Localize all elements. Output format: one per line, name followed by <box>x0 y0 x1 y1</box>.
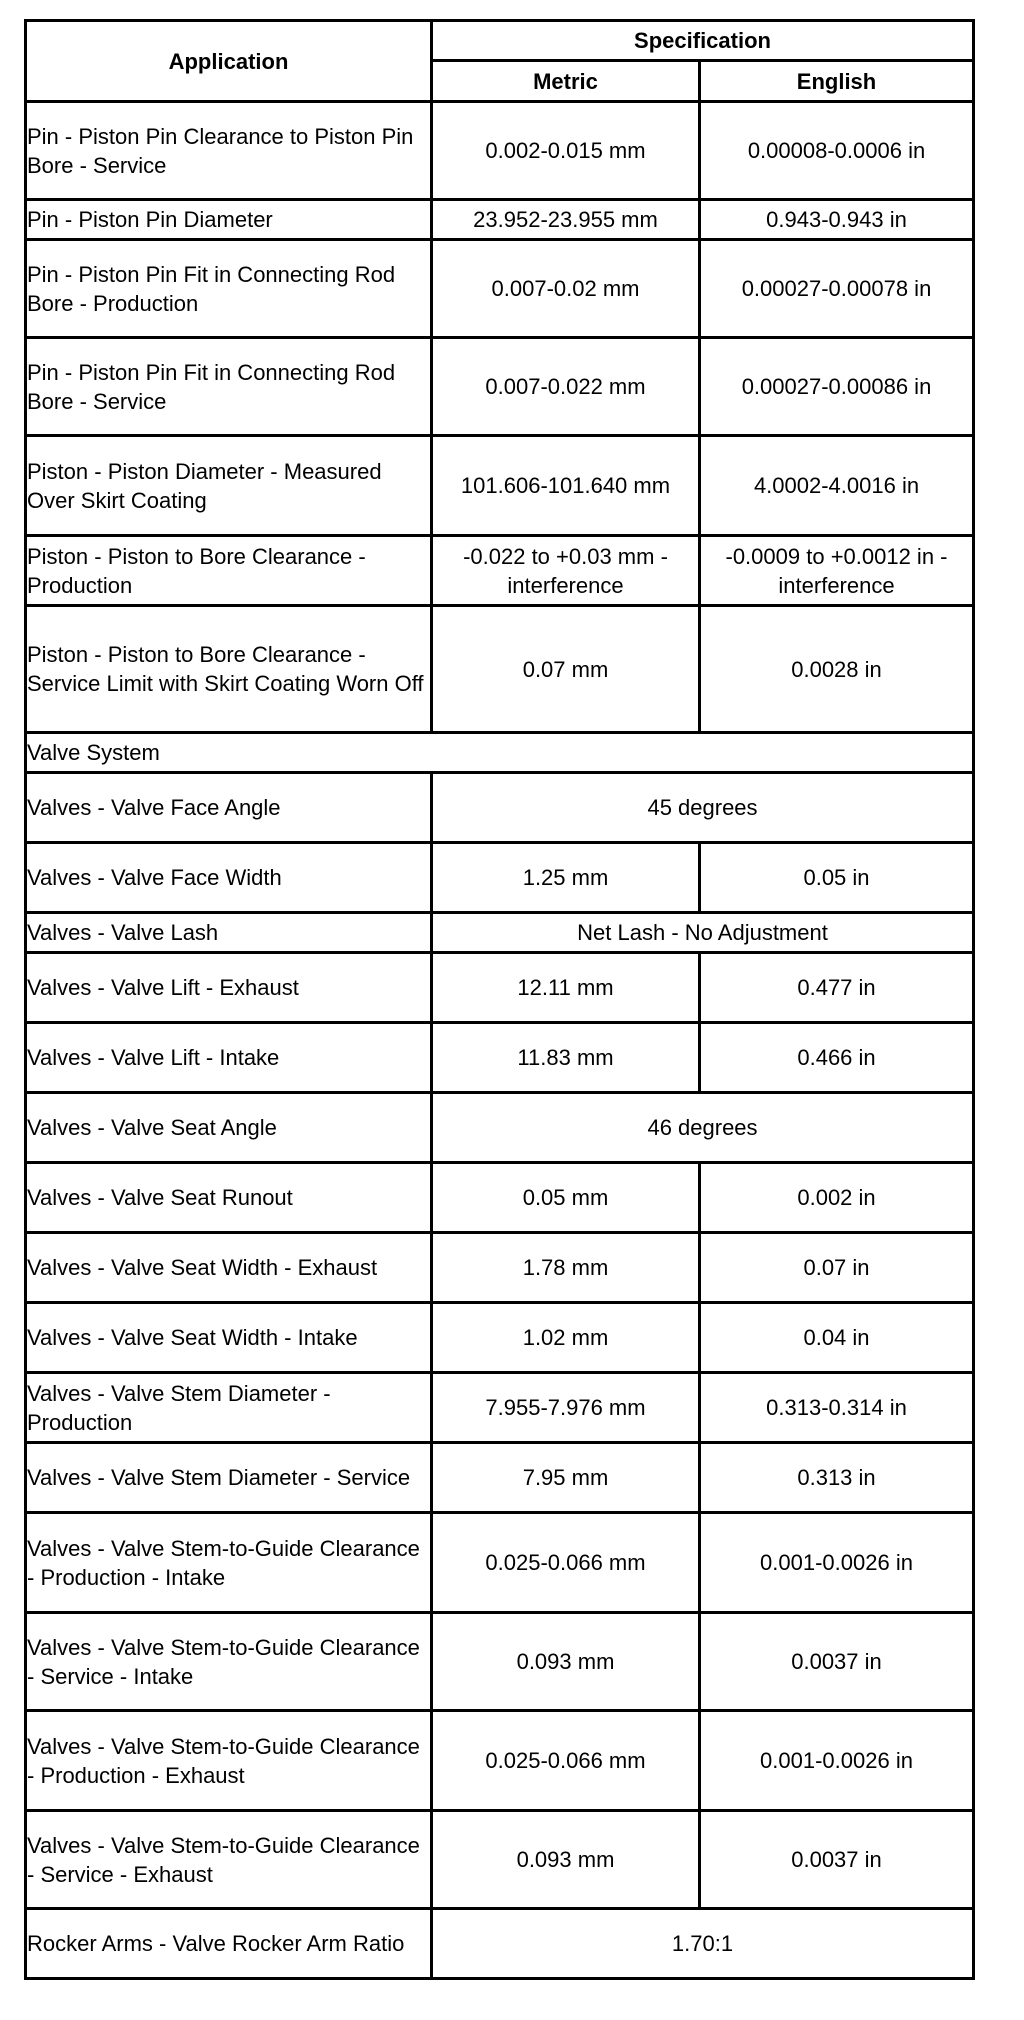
english-cell: 0.001-0.0026 in <box>700 1711 974 1811</box>
table-row <box>26 843 974 913</box>
application-cell: Valves - Valve Seat Width - Intake <box>26 1303 432 1373</box>
section-title: Valve System <box>26 733 974 773</box>
application-cell: Piston - Piston Diameter - Measured Over Skirt Coating <box>26 436 432 536</box>
metric-cell: 23.952-23.955 mm <box>432 200 700 240</box>
metric-cell: 0.007-0.022 mm <box>432 338 700 436</box>
english-cell: -0.0009 to +0.0012 in - interference <box>700 536 974 606</box>
metric-cell: 1.25 mm <box>432 843 700 913</box>
section-row <box>26 733 974 773</box>
metric-cell: 1.78 mm <box>432 1233 700 1303</box>
english-cell: 0.466 in <box>700 1023 974 1093</box>
application-cell: Valves - Valve Seat Runout <box>26 1163 432 1233</box>
table-row <box>26 1373 974 1443</box>
table-row <box>26 1513 974 1613</box>
table-row <box>26 1443 974 1513</box>
english-cell: 0.001-0.0026 in <box>700 1513 974 1613</box>
table-row <box>26 606 974 733</box>
english-cell: 0.943-0.943 in <box>700 200 974 240</box>
english-cell: 0.002 in <box>700 1163 974 1233</box>
application-cell: Valves - Valve Stem-to-Guide Clearance - Service - Intake <box>26 1613 432 1711</box>
combined-spec-cell: 45 degrees <box>432 773 974 843</box>
table-row <box>26 1909 974 1979</box>
application-cell: Valves - Valve Stem Diameter - Production <box>26 1373 432 1443</box>
english-header: English <box>700 61 974 102</box>
application-cell: Pin - Piston Pin Diameter <box>26 200 432 240</box>
application-cell: Valves - Valve Stem-to-Guide Clearance - Service - Exhaust <box>26 1811 432 1909</box>
english-cell: 0.477 in <box>700 953 974 1023</box>
table-row <box>26 1711 974 1811</box>
english-cell: 0.00027-0.00078 in <box>700 240 974 338</box>
application-cell: Valves - Valve Stem-to-Guide Clearance - Production - Intake <box>26 1513 432 1613</box>
english-cell: 0.0037 in <box>700 1613 974 1711</box>
metric-header: Metric <box>432 61 700 102</box>
english-cell: 0.05 in <box>700 843 974 913</box>
table-row <box>26 338 974 436</box>
application-cell: Valves - Valve Lift - Intake <box>26 1023 432 1093</box>
table-row <box>26 913 974 953</box>
combined-spec-cell: 46 degrees <box>432 1093 974 1163</box>
application-cell: Valves - Valve Face Angle <box>26 773 432 843</box>
metric-cell: 0.05 mm <box>432 1163 700 1233</box>
metric-cell: 0.093 mm <box>432 1613 700 1711</box>
application-cell: Rocker Arms - Valve Rocker Arm Ratio <box>26 1909 432 1979</box>
table-row <box>26 240 974 338</box>
english-cell: 0.0037 in <box>700 1811 974 1909</box>
application-cell: Piston - Piston to Bore Clearance - Service Limit with Skirt Coating Worn Off <box>26 606 432 733</box>
english-cell: 0.00027-0.00086 in <box>700 338 974 436</box>
metric-cell: 0.093 mm <box>432 1811 700 1909</box>
application-cell: Valves - Valve Seat Width - Exhaust <box>26 1233 432 1303</box>
english-cell: 0.04 in <box>700 1303 974 1373</box>
combined-spec-cell: Net Lash - No Adjustment <box>432 913 974 953</box>
english-cell: 0.07 in <box>700 1233 974 1303</box>
application-cell: Piston - Piston to Bore Clearance - Production <box>26 536 432 606</box>
metric-cell: 0.025-0.066 mm <box>432 1711 700 1811</box>
table-row <box>26 773 974 843</box>
table-row <box>26 1163 974 1233</box>
metric-cell: 0.002-0.015 mm <box>432 102 700 200</box>
application-cell: Pin - Piston Pin Fit in Connecting Rod Bore - Service <box>26 338 432 436</box>
metric-cell: 7.95 mm <box>432 1443 700 1513</box>
metric-cell: 11.83 mm <box>432 1023 700 1093</box>
application-cell: Valves - Valve Stem-to-Guide Clearance - Production - Exhaust <box>26 1711 432 1811</box>
english-cell: 0.00008-0.0006 in <box>700 102 974 200</box>
table-row <box>26 1303 974 1373</box>
metric-cell: 1.02 mm <box>432 1303 700 1373</box>
application-cell: Valves - Valve Lash <box>26 913 432 953</box>
metric-cell: 0.007-0.02 mm <box>432 240 700 338</box>
table-row <box>26 1233 974 1303</box>
table-row <box>26 102 974 200</box>
combined-spec-cell: 1.70:1 <box>432 1909 974 1979</box>
application-cell: Valves - Valve Lift - Exhaust <box>26 953 432 1023</box>
specification-header: Specification <box>432 21 974 61</box>
table-row <box>26 1023 974 1093</box>
application-cell: Pin - Piston Pin Clearance to Piston Pin Bore - Service <box>26 102 432 200</box>
application-cell: Valves - Valve Seat Angle <box>26 1093 432 1163</box>
metric-cell: 101.606-101.640 mm <box>432 436 700 536</box>
application-cell: Valves - Valve Face Width <box>26 843 432 913</box>
metric-cell: 7.955-7.976 mm <box>432 1373 700 1443</box>
specification-table <box>24 19 975 1980</box>
english-cell: 4.0002-4.0016 in <box>700 436 974 536</box>
table-row <box>26 1093 974 1163</box>
english-cell: 0.313 in <box>700 1443 974 1513</box>
table-row <box>26 436 974 536</box>
table-row <box>26 1613 974 1711</box>
metric-cell: 0.025-0.066 mm <box>432 1513 700 1613</box>
english-cell: 0.0028 in <box>700 606 974 733</box>
application-cell: Valves - Valve Stem Diameter - Service <box>26 1443 432 1513</box>
application-cell: Pin - Piston Pin Fit in Connecting Rod Bore - Production <box>26 240 432 338</box>
table-row <box>26 536 974 606</box>
application-header: Application <box>26 21 432 102</box>
table-row <box>26 1811 974 1909</box>
english-cell: 0.313-0.314 in <box>700 1373 974 1443</box>
metric-cell: 0.07 mm <box>432 606 700 733</box>
table-row <box>26 200 974 240</box>
table-row <box>26 953 974 1023</box>
metric-cell: 12.11 mm <box>432 953 700 1023</box>
metric-cell: -0.022 to +0.03 mm - interference <box>432 536 700 606</box>
